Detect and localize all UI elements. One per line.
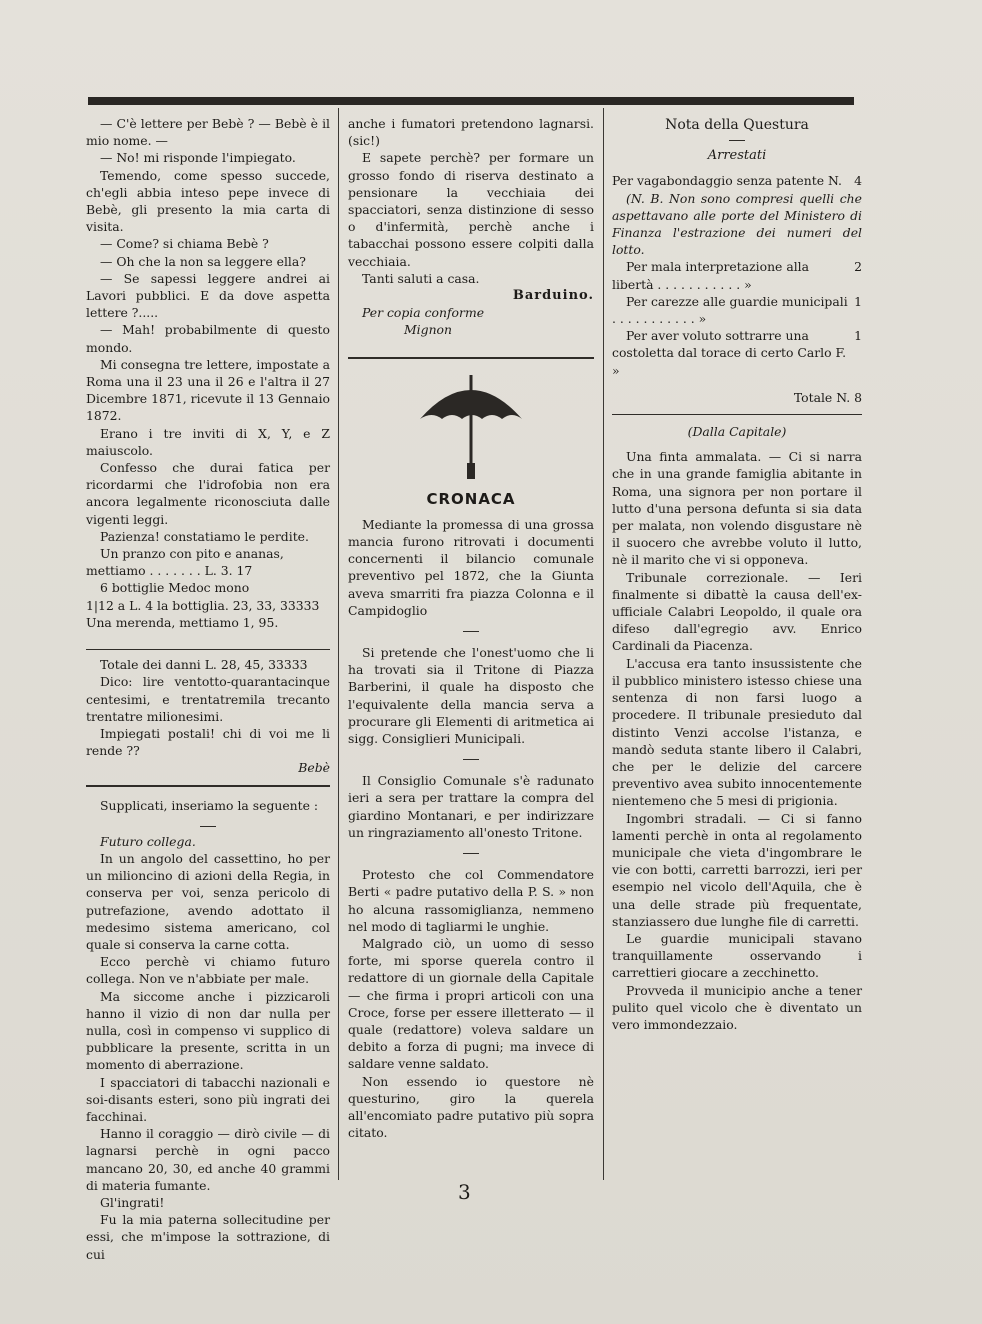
tally-row [612,327,862,379]
divider [729,140,745,141]
paragraph: In un angolo del cassettino, ho per un milioncino di azioni della Regia, in conserva per voi, senza pericolo di putrefazione, avendo adottato il medesimo sistema americano, col quale si conserva la carne cotta. [86,850,330,952]
divider [463,759,479,760]
paragraph: anche i fumatori pretendono lagnarsi. (sic!) [348,116,594,149]
signature: Barduino. [512,288,594,304]
paragraph: 6 bottiglie Medoc mono [100,580,250,596]
tally-label: Per vagabondaggio senza patente N. [612,173,842,189]
section-title: Nota della Questura [665,117,809,133]
paragraph: Provveda il municipio anche a tener pulito quel vicolo che è diventato un vero immondezzaio. [612,982,862,1032]
note: (N. B. Non sono compresi quelli che aspettavano alle porte del Ministero di Finanza l'estrazione dei numeri del lotto. [612,190,862,258]
column-middle [348,115,594,1141]
tally-row [612,172,862,189]
paragraph: — Mah! probabilmente di questo mondo. [86,322,330,355]
paragraph: Tribunale correzionale. — Ieri finalmente si dibattè la causa dell'ex-ufficiale Calabri Leopoldo, il quale ora difeso dall'egregio avv. Enrico Cardinali da Piacenza. [612,569,862,654]
divider [86,785,330,787]
column-divider [603,108,604,1180]
top-rule [88,97,854,105]
expense-line: 1|12 a L. 4 la bottiglia. 23, 33, 33333 [86,597,320,613]
paragraph: — C'è lettere per Bebè ? — Bebè è il mio nome. — [86,116,330,149]
tally-value: 1 [854,293,862,309]
paragraph: Ecco perchè vi chiamo futuro collega. Non ve n'abbiate per male. [86,954,330,987]
paragraph: — No! mi risponde l'impiegato. [100,150,296,166]
paragraph: — Come? si chiama Bebè ? [100,236,269,252]
paragraph: Confesso che durai fatica per ricordarmi che l'idrofobia non era ancora legalmente riconosciuta dalle vigenti leggi. [86,460,330,527]
paragraph: I spacciatori di tabacchi nazionali e soi-disants esteri, sono più ingrati dei facchinai. [86,1074,330,1124]
divider [463,631,479,632]
tally-label: Per aver voluto sottrarre una costoletta dal torace di certo Carlo F. » [612,328,847,378]
column-left [86,115,330,1263]
paragraph: Un pranzo con pito e ananas, [100,546,284,562]
paragraph: Fu la mia paterna sollecitudine per essi, che m'impose la sottrazione, di cui [86,1212,330,1262]
paragraph: E sapete perchè? per formare un grosso fondo di riserva destinato a pensionare la vecchiaia dei spacciatori, senza distinzione di sesso o d'infermità, perchè anche i tabacchai possono essere colpiti dalla vecchiaia. [348,150,594,269]
copy-note: Per copia conforme [362,305,485,321]
tally-row [612,293,862,327]
paragraph: — Oh che la non sa leggere ella? [100,253,306,269]
paragraph: Il Consiglio Comunale s'è radunato ieri a sera per trattare la compra del giardino Montanari, e per indirizzare un ringraziamento all'onesto Tritone. [348,773,594,840]
divider [200,826,216,827]
divider [348,357,594,359]
paragraph: Temendo, come spesso succede, ch'egli abbia inteso pepe invece di Bebè, gli presento la mia carta di visita. [86,167,330,235]
paragraph: Supplicati, inseriamo la seguente : [100,797,319,813]
copy-author: Mignon [404,322,453,338]
tally-label: Per carezze alle guardie municipali . . . . . . . . . . . » [612,293,848,327]
paragraph: Si pretende che l'onest'uomo che li ha trovati sia il Tritone di Piazza Barberini, il quale ha disposto che l'equivalente della mancia serva a procurare gli Elementi di aritmetica ai sigg. Consiglieri Municipali. [348,645,594,747]
column-divider [338,108,339,1180]
paragraph: Non essendo io questore nè questurino, giro la querela all'encomiato padre putativo più sopra citato. [348,1073,594,1141]
paragraph: Mi consegna tre lettere, impostate a Roma una il 23 una il 26 e l'altra il 27 Dicembre 1871, ricevute il 13 Gennaio 1872. [86,356,330,424]
paragraph: Protesto che col Commendatore Berti « padre putativo della P. S. » non ho alcuna rassomiglianza, nemmeno nel modo di tagliarmi le unghie. [348,867,594,934]
paragraph: Gl'ingrati! [100,1194,165,1210]
total-line: Totale dei danni L. 28, 45, 33333 [100,657,308,673]
divider [612,414,862,415]
tally-value: 1 [854,328,862,344]
tally-value: 2 [854,259,862,275]
paragraph: Le guardie municipali stavano tranquillamente osservando i carrettieri giocare a zecchinetto. [612,930,862,981]
paragraph: Hanno il coraggio — dirò civile — di lagnarsi perchè in ogni pacco mancano 20, 30, ed anche 40 grammi di materia fumante. [86,1126,330,1193]
column-right [612,115,862,1033]
paragraph: Impiegati postali! chi di voi me li rende ?? [86,725,330,759]
paragraph: Ingombri stradali. — Ci si fanno lamenti perchè in onta al regolamento municipale che vieta d'ingombrare le vie con botti, carretti barrozzi, ieri per esempio nel vicolo dell'Aquila, che è una delle strade più frequentate, stanziassero due lunghe file di carretti. [612,810,862,929]
source-note: (Dalla Capitale) [687,424,787,440]
tally-row [612,258,862,292]
divider [86,649,330,650]
paragraph: L'accusa era tanto insussistente che il pubblico ministero istesso chiese una sentenza di non farsi luogo a procedere. Il tribunale presieduto dal distinto Venzi accolse l'istanza, e mandò seduta stante libero il Calabri, che per le delizie del carcere preventivo avea subito innocentemente nientemeno che 5 mesi di prigionia. [612,655,862,809]
paragraph: Una finta ammalata. — Ci si narra che in una grande famiglia abitante in Roma, una signora per non portare il lutto d'una persona defunta si sia data per malata, non volendo disgustare nè il suocero che avrebbe voluto il lutto, nè il marito che vi si opponeva. [612,449,862,568]
page-number: 3 [458,1180,471,1204]
umbrella-icon [416,367,526,485]
paragraph: Tanti saluti a casa. [362,270,480,286]
paragraph: Ma siccome anche i pizzicaroli hanno il vizio di non dar nulla per nulla, così in compenso vi supplico di pubblicare la presente, scritta in un momento di aberrazione. [86,988,330,1073]
divider [463,853,479,854]
expense-line: mettiamo . . . . . . . L. 3. 17 [86,563,253,579]
paragraph: Mediante la promessa di una grossa mancia furono ritrovati i documenti concernenti il bilancio comunale preventivo pel 1872, che la Giunta aveva smarriti fra piazza Colonna e il Campidoglio [348,516,594,618]
total-line: Totale N. 8 [793,389,862,405]
tally-value: 4 [854,173,862,189]
paragraph: Dico: lire ventotto-quarantacinque centesimi, e trentatremila trecanto trentatre milionesimi. [86,674,330,724]
subsection-title: Arrestati [707,148,767,164]
paragraph: — Se sapessi leggere andrei ai Lavori pubblici. E da dove aspetta lettere ?..... [86,270,330,321]
tally-label: Per mala interpretazione alla libertà . . . . . . . . . . . » [612,259,810,292]
expense-line: Una merenda, mettiamo 1, 95. [86,614,279,630]
signature: Bebè [298,760,330,776]
paragraph: Malgrado ciò, un uomo di sesso forte, mi sporse querela contro il redattore di un giornale della Capitale — che firma i propri articoli con una Croce, forse per essere illetterato — il quale (redattore) voleva saldare un debito a forza di pugni; ma invece di saldare venne saldato. [348,935,594,1072]
paragraph: Pazienza! constatiamo le perdite. [100,528,309,544]
paragraph: Erano i tre inviti di X, Y, e Z maiuscolo. [86,425,330,458]
section-title: CRONACA [426,489,516,508]
letter-title: Futuro collega. [100,833,196,849]
